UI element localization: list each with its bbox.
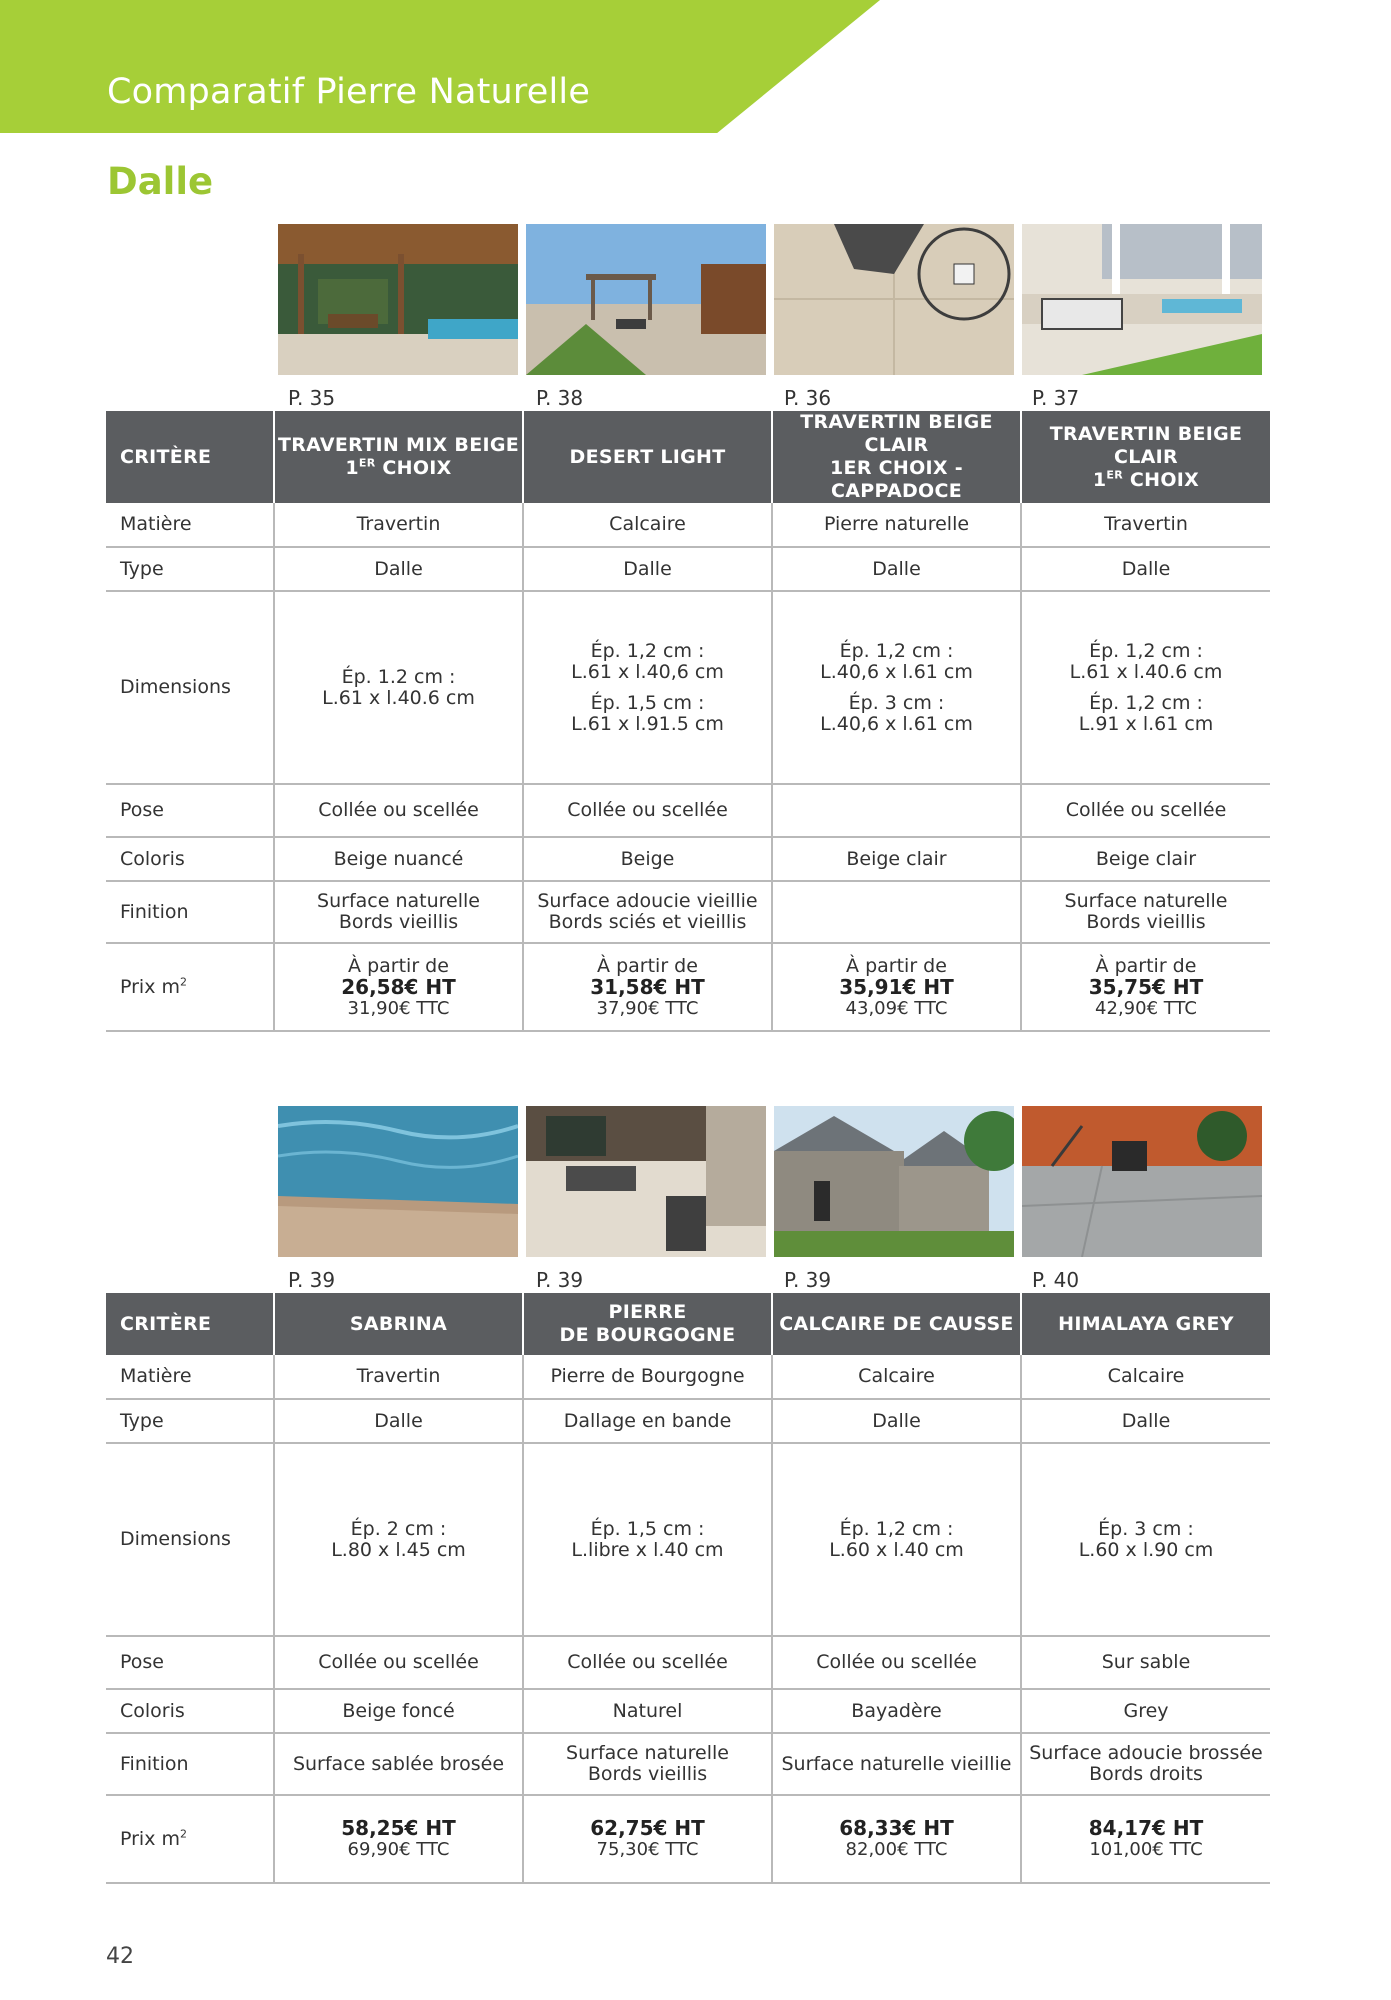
table-cell: Beige clair — [1021, 837, 1270, 881]
header-banner — [0, 0, 880, 133]
table-row — [106, 1795, 1270, 1883]
table-cell: Bayadère — [772, 1689, 1021, 1733]
table-cell: Ép. 1,5 cm : L.libre x l.40 cm — [523, 1443, 772, 1636]
table-cell: Calcaire — [523, 503, 772, 547]
row-label: Type — [106, 1399, 274, 1443]
row-label: Dimensions — [106, 1443, 274, 1636]
product-name-header — [274, 411, 523, 503]
row-label: Finition — [106, 881, 274, 943]
table-cell: Dalle — [274, 1399, 523, 1443]
page-reference: P. 37 — [1032, 386, 1080, 410]
table-row — [106, 1689, 1270, 1733]
product-name-line: 1ER CHOIX — [1092, 468, 1200, 491]
page-reference: P. 40 — [1032, 1268, 1080, 1292]
price-cell: 62,75€ HT 75,30€ TTC — [523, 1795, 772, 1883]
table-cell: Beige — [523, 837, 772, 881]
criteria-header: CRITÈRE — [106, 411, 274, 503]
table-cell: Ép. 1,2 cm : L.61 x l.40.6 cm Ép. 1,2 cm : L.91 x l.61 cm — [1021, 591, 1270, 784]
table-cell: Naturel — [523, 1689, 772, 1733]
table-cell: Collée ou scellée — [1021, 784, 1270, 837]
table-cell: Calcaire — [772, 1355, 1021, 1399]
product-photo — [774, 224, 1014, 375]
table-cell: Ép. 1.2 cm : L.61 x l.40.6 cm — [274, 591, 523, 784]
table-row — [106, 943, 1270, 1031]
table-cell: Dalle — [1021, 547, 1270, 591]
table-row — [106, 1636, 1270, 1689]
table-row — [106, 547, 1270, 591]
table-row — [106, 837, 1270, 881]
row-label: Pose — [106, 1636, 274, 1689]
table-cell: Surface adoucie vieillie Bords sciés et vieillis — [523, 881, 772, 943]
page-reference: P. 39 — [536, 1268, 584, 1292]
product-name-header — [523, 411, 772, 503]
row-label: Dimensions — [106, 591, 274, 784]
product-name-header — [1021, 411, 1270, 503]
table-cell: Surface adoucie brossée Bords droits — [1021, 1733, 1270, 1795]
page-reference: P. 39 — [288, 1268, 336, 1292]
table-cell: Dallage en bande — [523, 1399, 772, 1443]
table-cell: Collée ou scellée — [274, 1636, 523, 1689]
table-row — [106, 1733, 1270, 1795]
product-name-line: DESERT LIGHT — [569, 445, 726, 468]
comparison-table — [106, 1293, 1270, 1884]
page-reference: P. 35 — [288, 386, 336, 410]
table-cell: Collée ou scellée — [772, 1636, 1021, 1689]
product-photo — [774, 1106, 1014, 1257]
table-cell: Travertin — [274, 503, 523, 547]
row-label: Type — [106, 547, 274, 591]
page-reference: P. 39 — [784, 1268, 832, 1292]
table-cell: Ép. 3 cm : L.60 x l.90 cm — [1021, 1443, 1270, 1636]
table-cell: Ép. 1,2 cm : L.61 x l.40,6 cm Ép. 1,5 cm : L.61 x l.91.5 cm — [523, 591, 772, 784]
comparison-table — [106, 411, 1270, 1032]
table-cell — [772, 881, 1021, 943]
table-cell: Calcaire — [1021, 1355, 1270, 1399]
row-label: Pose — [106, 784, 274, 837]
table-row — [106, 881, 1270, 943]
table-cell — [772, 784, 1021, 837]
table-cell: Ép. 1,2 cm : L.40,6 x l.61 cm Ép. 3 cm : L.40,6 x l.61 cm — [772, 591, 1021, 784]
price-cell: À partir de 35,91€ HT 43,09€ TTC — [772, 943, 1021, 1031]
table-cell: Collée ou scellée — [274, 784, 523, 837]
page-reference: P. 38 — [536, 386, 584, 410]
table-cell: Grey — [1021, 1689, 1270, 1733]
price-cell: À partir de 26,58€ HT 31,90€ TTC — [274, 943, 523, 1031]
product-name-header: PIERRE DE BOURGOGNE — [523, 1293, 772, 1355]
product-photo — [526, 1106, 766, 1257]
table-cell: Dalle — [772, 547, 1021, 591]
price-cell: À partir de 31,58€ HT 37,90€ TTC — [523, 943, 772, 1031]
table-cell: Dalle — [523, 547, 772, 591]
table-cell: Dalle — [1021, 1399, 1270, 1443]
table-row — [106, 784, 1270, 837]
table-cell: Travertin — [1021, 503, 1270, 547]
table-cell: Beige clair — [772, 837, 1021, 881]
criteria-header: CRITÈRE — [106, 1293, 274, 1355]
row-label: Prix $m^2$ — [106, 943, 274, 1031]
product-name-line: 1ER CHOIX - CAPPADOCE — [830, 457, 963, 502]
product-name-line: 1ER CHOIX — [345, 456, 452, 479]
page-title: Comparatif Pierre Naturelle — [107, 72, 591, 112]
table-row — [106, 1399, 1270, 1443]
row-label: Prix $m^2$ — [106, 1795, 274, 1883]
price-cell: 58,25€ HT 69,90€ TTC — [274, 1795, 523, 1883]
product-photo — [1022, 224, 1262, 375]
row-label: Finition — [106, 1733, 274, 1795]
table-header-row — [106, 1293, 1270, 1355]
table-header-row — [106, 411, 1270, 503]
table-cell: Collée ou scellée — [523, 1636, 772, 1689]
table-cell: Surface naturelle Bords vieillis — [523, 1733, 772, 1795]
table-cell: Ép. 1,2 cm : L.60 x l.40 cm — [772, 1443, 1021, 1636]
page-number: 42 — [106, 1944, 134, 1969]
product-name-header: CALCAIRE DE CAUSSE — [772, 1293, 1021, 1355]
product-photo — [278, 224, 518, 375]
product-photo — [278, 1106, 518, 1257]
product-name-line: TRAVERTIN BEIGE CLAIR — [1049, 422, 1243, 468]
row-label: Coloris — [106, 1689, 274, 1733]
price-cell: 84,17€ HT 101,00€ TTC — [1021, 1795, 1270, 1883]
table-cell: Beige foncé — [274, 1689, 523, 1733]
row-label: Coloris — [106, 837, 274, 881]
product-name-header — [772, 411, 1021, 503]
product-photo — [526, 224, 766, 375]
table-row — [106, 1443, 1270, 1636]
table-row — [106, 1355, 1270, 1399]
table-cell: Dalle — [772, 1399, 1021, 1443]
table-cell: Beige nuancé — [274, 837, 523, 881]
table-cell: Collée ou scellée — [523, 784, 772, 837]
table-cell: Pierre de Bourgogne — [523, 1355, 772, 1399]
page-reference: P. 36 — [784, 386, 832, 410]
row-label: Matière — [106, 503, 274, 547]
table-row — [106, 591, 1270, 784]
table-cell: Ép. 2 cm : L.80 x l.45 cm — [274, 1443, 523, 1636]
table-row — [106, 503, 1270, 547]
table-cell: Surface sablée brosée — [274, 1733, 523, 1795]
table-cell: Dalle — [274, 547, 523, 591]
product-name-header: HIMALAYA GREY — [1021, 1293, 1270, 1355]
table-cell: Sur sable — [1021, 1636, 1270, 1689]
row-label: Matière — [106, 1355, 274, 1399]
product-name-header: SABRINA — [274, 1293, 523, 1355]
table-cell: Surface naturelle Bords vieillis — [274, 881, 523, 943]
table-cell: Pierre naturelle — [772, 503, 1021, 547]
section-title: Dalle — [107, 160, 214, 203]
price-cell: À partir de 35,75€ HT 42,90€ TTC — [1021, 943, 1270, 1031]
table-cell: Surface naturelle vieillie — [772, 1733, 1021, 1795]
table-cell: Travertin — [274, 1355, 523, 1399]
product-name-line: TRAVERTIN MIX BEIGE — [277, 434, 520, 456]
table-cell: Surface naturelle Bords vieillis — [1021, 881, 1270, 943]
price-cell: 68,33€ HT 82,00€ TTC — [772, 1795, 1021, 1883]
product-photo — [1022, 1106, 1262, 1257]
product-name-line: TRAVERTIN BEIGE CLAIR — [800, 411, 993, 456]
